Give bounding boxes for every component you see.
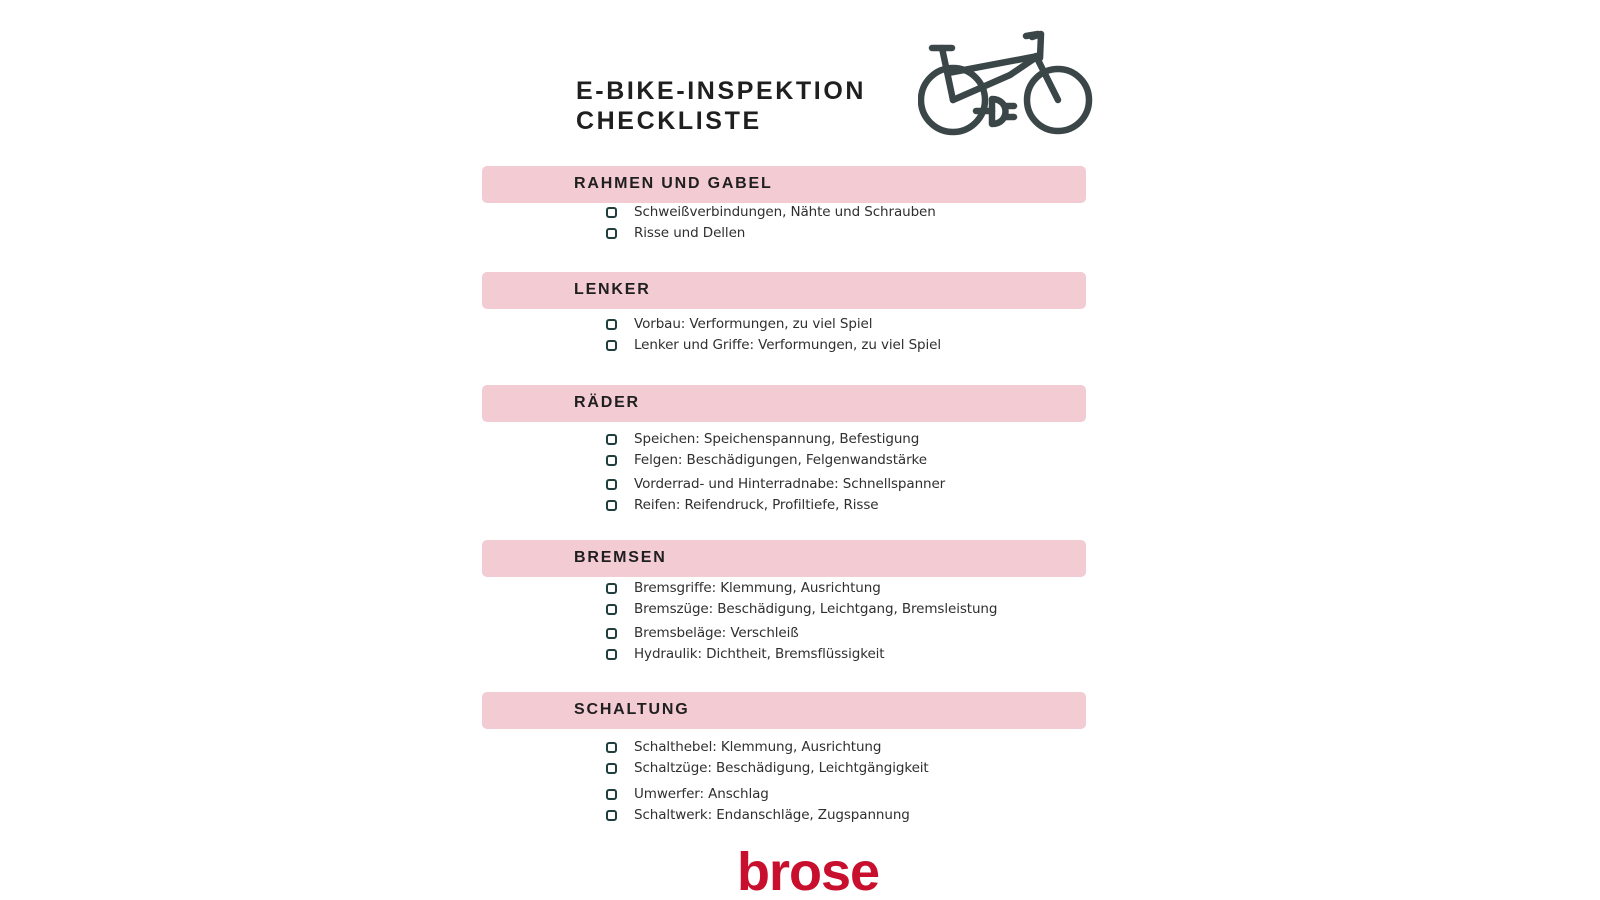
checklist-item	[606, 223, 745, 243]
checkbox[interactable]	[606, 228, 617, 239]
checklist-item	[606, 623, 799, 643]
checkbox[interactable]	[606, 649, 617, 660]
title-line-2: CHECKLISTE	[576, 107, 762, 135]
checklist-item-label: Felgen: Beschädigungen, Felgenwandstärke	[634, 452, 927, 468]
page-title	[576, 76, 866, 136]
checklist-item-label: Speichen: Speichenspannung, Befestigung	[634, 431, 920, 447]
section-header	[482, 385, 1086, 422]
checkbox[interactable]	[606, 742, 617, 753]
checklist-item-label: Umwerfer: Anschlag	[634, 786, 769, 802]
checkbox[interactable]	[606, 340, 617, 351]
checklist-item-label: Vorderrad- und Hinterradnabe: Schnellspanner	[634, 476, 946, 492]
checklist-item	[606, 784, 769, 804]
checklist-item	[606, 758, 929, 778]
checklist-item	[606, 805, 910, 825]
section-header	[482, 540, 1086, 577]
checklist-item-label: Bremszüge: Beschädigung, Leichtgang, Bremsleistung	[634, 601, 998, 617]
section-title: SCHALTUNG	[574, 701, 690, 718]
checklist-item	[606, 737, 881, 757]
section-title: RÄDER	[574, 394, 640, 411]
checklist-item-label: Lenker und Griffe: Verformungen, zu viel Spiel	[634, 337, 942, 353]
checkbox[interactable]	[606, 455, 617, 466]
checklist-item	[606, 314, 872, 334]
brose-logo	[722, 846, 894, 896]
checklist-item-label: Bremsgriffe: Klemmung, Ausrichtung	[634, 580, 881, 596]
checklist-item-label: Risse und Dellen	[634, 225, 746, 241]
checklist-item	[606, 335, 941, 355]
checkbox[interactable]	[606, 789, 617, 800]
svg-text:brose: brose	[736, 846, 880, 896]
checkbox[interactable]	[606, 583, 617, 594]
checkbox[interactable]	[606, 434, 617, 445]
checklist-item	[606, 599, 997, 619]
checklist-item	[606, 450, 927, 470]
title-line-1: E-BIKE-INSPEKTION	[576, 77, 867, 105]
checklist-item-label: Schweißverbindungen, Nähte und Schrauben	[634, 204, 936, 220]
checklist-item-label: Schaltwerk: Endanschläge, Zugspannung	[634, 807, 910, 823]
e-bike-icon	[918, 26, 1094, 140]
checklist-item	[606, 202, 936, 222]
section-header	[482, 166, 1086, 203]
checkbox[interactable]	[606, 604, 617, 615]
checklist-item	[606, 495, 879, 515]
checkbox[interactable]	[606, 207, 617, 218]
section-title: BREMSEN	[574, 549, 667, 566]
section-header	[482, 272, 1086, 309]
checkbox[interactable]	[606, 500, 617, 511]
checklist-item-label: Vorbau: Verformungen, zu viel Spiel	[634, 316, 873, 332]
section-title: RAHMEN UND GABEL	[574, 175, 773, 192]
section-title: LENKER	[574, 281, 651, 298]
checklist-item	[606, 429, 919, 449]
checklist-item	[606, 578, 881, 598]
checklist-item	[606, 644, 885, 664]
checklist-item-label: Schalthebel: Klemmung, Ausrichtung	[634, 739, 882, 755]
checkbox[interactable]	[606, 763, 617, 774]
checklist-item-label: Schaltzüge: Beschädigung, Leichtgängigkeit	[634, 760, 929, 776]
checkbox[interactable]	[606, 810, 617, 821]
checkbox[interactable]	[606, 479, 617, 490]
checklist-item-label: Bremsbeläge: Verschleiß	[634, 625, 799, 641]
checklist-item-label: Reifen: Reifendruck, Profiltiefe, Risse	[634, 497, 879, 513]
checklist-item-label: Hydraulik: Dichtheit, Bremsflüssigkeit	[634, 646, 885, 662]
checkbox[interactable]	[606, 628, 617, 639]
section-header	[482, 692, 1086, 729]
checklist-item	[606, 474, 945, 494]
checkbox[interactable]	[606, 319, 617, 330]
